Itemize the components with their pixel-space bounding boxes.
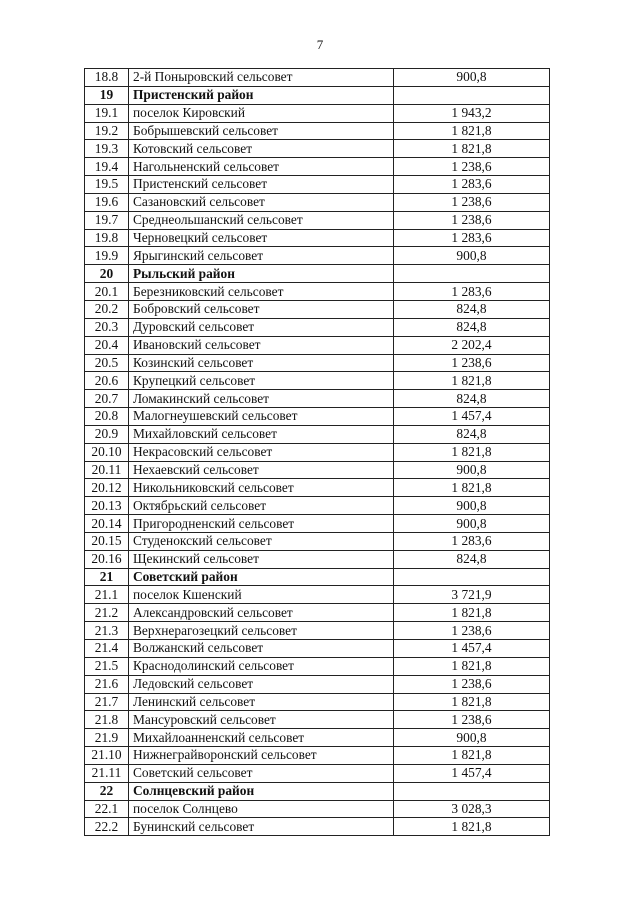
row-number: 21.8 bbox=[85, 711, 129, 729]
settlement-name: поселок Кировский bbox=[129, 104, 394, 122]
row-number: 20.9 bbox=[85, 425, 129, 443]
settlement-name: Дуровский сельсовет bbox=[129, 318, 394, 336]
settlement-name: Никольниковский сельсовет bbox=[129, 479, 394, 497]
table-row bbox=[85, 800, 550, 818]
row-number: 21.1 bbox=[85, 586, 129, 604]
row-number: 21.10 bbox=[85, 747, 129, 765]
settlement-name: Бунинский сельсовет bbox=[129, 818, 394, 836]
table-row bbox=[85, 229, 550, 247]
table-row bbox=[85, 675, 550, 693]
row-number: 20.11 bbox=[85, 461, 129, 479]
settlement-name: Волжанский сельсовет bbox=[129, 640, 394, 658]
settlement-name: Черновецкий сельсовет bbox=[129, 229, 394, 247]
row-number: 20.10 bbox=[85, 443, 129, 461]
table-row bbox=[85, 300, 550, 318]
settlement-name: поселок Солнцево bbox=[129, 800, 394, 818]
table-row bbox=[85, 176, 550, 194]
amount-value: 1 821,8 bbox=[394, 693, 550, 711]
row-number: 22.2 bbox=[85, 818, 129, 836]
settlement-name: Бобрышевский сельсовет bbox=[129, 122, 394, 140]
row-number: 22.1 bbox=[85, 800, 129, 818]
settlement-name: Пригородненский сельсовет bbox=[129, 515, 394, 533]
district-name: Советский район bbox=[129, 568, 394, 586]
row-number: 20.13 bbox=[85, 497, 129, 515]
settlement-name: Октябрьский сельсовет bbox=[129, 497, 394, 515]
row-number: 19.2 bbox=[85, 122, 129, 140]
table-row bbox=[85, 372, 550, 390]
table-row bbox=[85, 515, 550, 533]
amount-value: 900,8 bbox=[394, 729, 550, 747]
row-number: 19.4 bbox=[85, 158, 129, 176]
amount-value bbox=[394, 568, 550, 586]
amount-value: 1 457,4 bbox=[394, 640, 550, 658]
row-number: 20.15 bbox=[85, 532, 129, 550]
district-header-row bbox=[85, 86, 550, 104]
table-row bbox=[85, 747, 550, 765]
amount-value: 1 821,8 bbox=[394, 122, 550, 140]
settlement-name: Ленинский сельсовет bbox=[129, 693, 394, 711]
amount-value: 1 238,6 bbox=[394, 158, 550, 176]
settlement-name: Верхнерагозецкий сельсовет bbox=[129, 622, 394, 640]
table-row bbox=[85, 425, 550, 443]
amount-value: 824,8 bbox=[394, 425, 550, 443]
settlement-name: Ярыгинский сельсовет bbox=[129, 247, 394, 265]
row-number: 19.5 bbox=[85, 176, 129, 194]
amount-value: 1 821,8 bbox=[394, 818, 550, 836]
settlement-name: Малогнеушевский сельсовет bbox=[129, 408, 394, 426]
amount-value: 3 721,9 bbox=[394, 586, 550, 604]
row-number: 21.5 bbox=[85, 657, 129, 675]
row-number: 20.6 bbox=[85, 372, 129, 390]
amount-value: 1 238,6 bbox=[394, 675, 550, 693]
amount-value: 1 821,8 bbox=[394, 372, 550, 390]
row-number: 20.3 bbox=[85, 318, 129, 336]
row-number: 18.8 bbox=[85, 69, 129, 87]
table-row bbox=[85, 318, 550, 336]
table-row bbox=[85, 479, 550, 497]
row-number: 21.7 bbox=[85, 693, 129, 711]
settlement-name: поселок Кшенский bbox=[129, 586, 394, 604]
amount-value: 1 821,8 bbox=[394, 604, 550, 622]
row-number: 20.14 bbox=[85, 515, 129, 533]
amount-value: 1 238,6 bbox=[394, 354, 550, 372]
settlement-name: Михайловский сельсовет bbox=[129, 425, 394, 443]
row-number: 19.1 bbox=[85, 104, 129, 122]
table-row bbox=[85, 443, 550, 461]
settlement-name: Среднеольшанский сельсовет bbox=[129, 211, 394, 229]
amount-value: 900,8 bbox=[394, 69, 550, 87]
amount-value: 900,8 bbox=[394, 461, 550, 479]
district-header-row bbox=[85, 782, 550, 800]
row-number: 19.7 bbox=[85, 211, 129, 229]
amount-value bbox=[394, 265, 550, 283]
row-number: 22 bbox=[85, 782, 129, 800]
row-number: 20.1 bbox=[85, 283, 129, 301]
amount-value: 1 821,8 bbox=[394, 479, 550, 497]
table-row bbox=[85, 729, 550, 747]
amount-value: 1 457,4 bbox=[394, 408, 550, 426]
amount-value: 1 821,8 bbox=[394, 657, 550, 675]
amount-value bbox=[394, 86, 550, 104]
settlement-name: Михайлоанненский сельсовет bbox=[129, 729, 394, 747]
settlement-name: Мансуровский сельсовет bbox=[129, 711, 394, 729]
district-name: Пристенский район bbox=[129, 86, 394, 104]
table-row bbox=[85, 158, 550, 176]
table-body bbox=[85, 69, 550, 836]
amount-value: 1 457,4 bbox=[394, 764, 550, 782]
settlement-name: Ломакинский сельсовет bbox=[129, 390, 394, 408]
table-row bbox=[85, 104, 550, 122]
table-row bbox=[85, 550, 550, 568]
table-row bbox=[85, 408, 550, 426]
row-number: 21.9 bbox=[85, 729, 129, 747]
amount-value: 3 028,3 bbox=[394, 800, 550, 818]
amount-value: 1 283,6 bbox=[394, 532, 550, 550]
amount-value: 1 943,2 bbox=[394, 104, 550, 122]
row-number: 19.3 bbox=[85, 140, 129, 158]
settlement-name: Советский сельсовет bbox=[129, 764, 394, 782]
settlement-name: 2-й Поныровский сельсовет bbox=[129, 69, 394, 87]
row-number: 21.6 bbox=[85, 675, 129, 693]
table-row bbox=[85, 622, 550, 640]
amount-value: 900,8 bbox=[394, 497, 550, 515]
table-row bbox=[85, 122, 550, 140]
amount-value: 1 283,6 bbox=[394, 229, 550, 247]
district-name: Рыльский район bbox=[129, 265, 394, 283]
settlement-name: Крупецкий сельсовет bbox=[129, 372, 394, 390]
table-row bbox=[85, 211, 550, 229]
settlement-name: Козинский сельсовет bbox=[129, 354, 394, 372]
amount-value: 1 821,8 bbox=[394, 140, 550, 158]
settlement-name: Александровский сельсовет bbox=[129, 604, 394, 622]
settlement-name: Студенокский сельсовет bbox=[129, 532, 394, 550]
amount-value: 1 283,6 bbox=[394, 283, 550, 301]
row-number: 19.9 bbox=[85, 247, 129, 265]
amount-value: 824,8 bbox=[394, 550, 550, 568]
amount-value: 824,8 bbox=[394, 300, 550, 318]
amount-value: 1 821,8 bbox=[394, 443, 550, 461]
table-row bbox=[85, 532, 550, 550]
row-number: 21.3 bbox=[85, 622, 129, 640]
table-row bbox=[85, 604, 550, 622]
row-number: 20.2 bbox=[85, 300, 129, 318]
settlement-name: Ивановский сельсовет bbox=[129, 336, 394, 354]
settlement-name: Ледовский сельсовет bbox=[129, 675, 394, 693]
table-row bbox=[85, 461, 550, 479]
settlement-name: Нехаевский сельсовет bbox=[129, 461, 394, 479]
settlement-name: Бобровский сельсовет bbox=[129, 300, 394, 318]
row-number: 20.4 bbox=[85, 336, 129, 354]
row-number: 21.2 bbox=[85, 604, 129, 622]
table-row bbox=[85, 586, 550, 604]
page-number: 7 bbox=[316, 37, 324, 52]
amount-value: 2 202,4 bbox=[394, 336, 550, 354]
settlement-name: Пристенский сельсовет bbox=[129, 176, 394, 194]
amount-value: 900,8 bbox=[394, 247, 550, 265]
table-row bbox=[85, 390, 550, 408]
row-number: 20.5 bbox=[85, 354, 129, 372]
row-number: 19 bbox=[85, 86, 129, 104]
table-row bbox=[85, 818, 550, 836]
row-number: 19.8 bbox=[85, 229, 129, 247]
amount-value bbox=[394, 782, 550, 800]
table-row bbox=[85, 640, 550, 658]
table-row bbox=[85, 247, 550, 265]
row-number: 20.12 bbox=[85, 479, 129, 497]
amount-value: 900,8 bbox=[394, 515, 550, 533]
settlement-name: Нижнеграйворонский сельсовет bbox=[129, 747, 394, 765]
district-name: Солнцевский район bbox=[129, 782, 394, 800]
amount-value: 1 238,6 bbox=[394, 211, 550, 229]
amount-value: 1 238,6 bbox=[394, 622, 550, 640]
allocation-table bbox=[84, 68, 550, 836]
table-row bbox=[85, 764, 550, 782]
table-row bbox=[85, 711, 550, 729]
row-number: 21 bbox=[85, 568, 129, 586]
table-row bbox=[85, 193, 550, 211]
row-number: 20.16 bbox=[85, 550, 129, 568]
table-row bbox=[85, 693, 550, 711]
table-row bbox=[85, 497, 550, 515]
settlement-name: Некрасовский сельсовет bbox=[129, 443, 394, 461]
row-number: 20.7 bbox=[85, 390, 129, 408]
amount-value: 824,8 bbox=[394, 390, 550, 408]
settlement-name: Нагольненский сельсовет bbox=[129, 158, 394, 176]
settlement-name: Краснодолинский сельсовет bbox=[129, 657, 394, 675]
row-number: 20 bbox=[85, 265, 129, 283]
district-header-row bbox=[85, 568, 550, 586]
amount-value: 1 821,8 bbox=[394, 747, 550, 765]
table-row bbox=[85, 354, 550, 372]
amount-value: 1 283,6 bbox=[394, 176, 550, 194]
settlement-name: Сазановский сельсовет bbox=[129, 193, 394, 211]
table-row bbox=[85, 336, 550, 354]
table-row bbox=[85, 657, 550, 675]
amount-value: 1 238,6 bbox=[394, 711, 550, 729]
settlement-name: Котовский сельсовет bbox=[129, 140, 394, 158]
row-number: 19.6 bbox=[85, 193, 129, 211]
row-number: 21.11 bbox=[85, 764, 129, 782]
row-number: 21.4 bbox=[85, 640, 129, 658]
table-row bbox=[85, 283, 550, 301]
row-number: 20.8 bbox=[85, 408, 129, 426]
district-header-row bbox=[85, 265, 550, 283]
amount-value: 1 238,6 bbox=[394, 193, 550, 211]
amount-value: 824,8 bbox=[394, 318, 550, 336]
settlement-name: Березниковский сельсовет bbox=[129, 283, 394, 301]
settlement-name: Щекинский сельсовет bbox=[129, 550, 394, 568]
table-row bbox=[85, 140, 550, 158]
table-row bbox=[85, 69, 550, 87]
